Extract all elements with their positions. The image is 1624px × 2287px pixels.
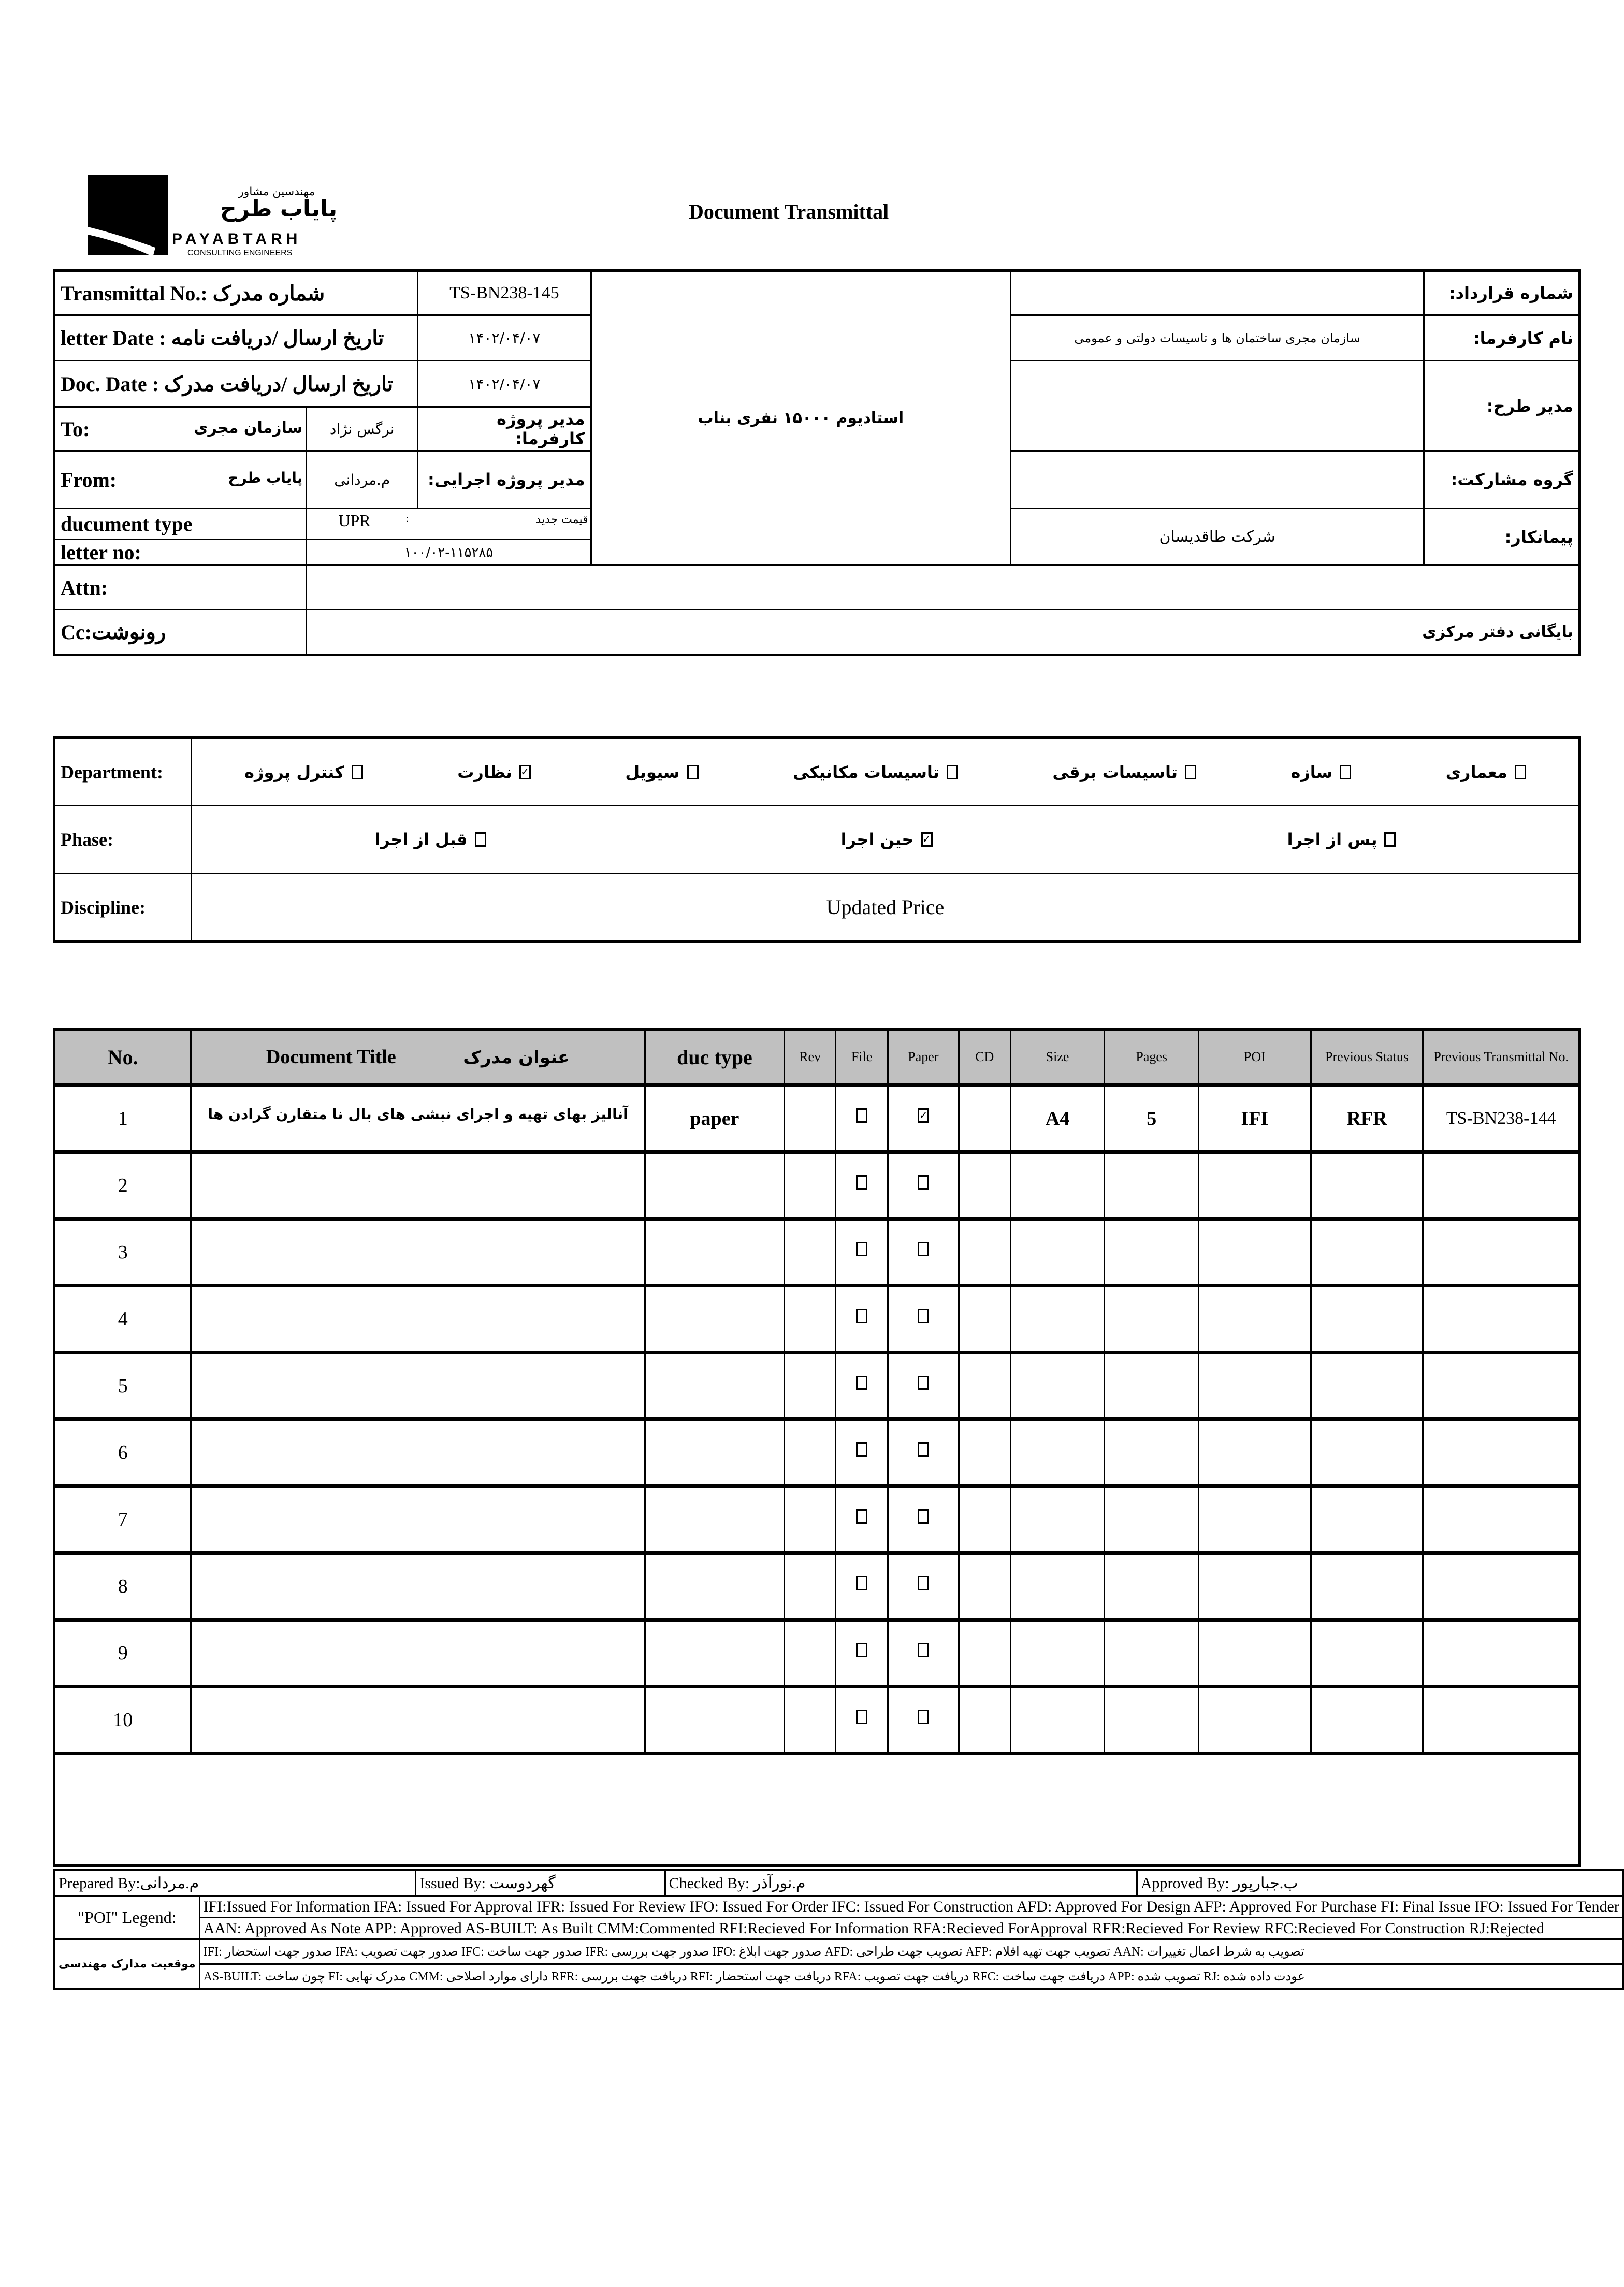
attn-label: Attn: <box>54 566 307 610</box>
cell-prev-status <box>1311 1219 1423 1286</box>
approved-by: Approved By: ب.جبارپور <box>1137 1870 1623 1896</box>
cell-file <box>836 1553 888 1620</box>
cell-pages <box>1105 1286 1199 1353</box>
exec-pm-label: مدیر پروژه اجرایی: <box>418 451 591 509</box>
client-label: نام کارفرما: <box>1424 315 1580 361</box>
logo-name-fa: پایاب طرح <box>220 196 338 222</box>
cell-prev-transmittal <box>1423 1152 1580 1219</box>
cell-prev-transmittal <box>1423 1486 1580 1553</box>
paper-checkbox[interactable]: ✓ <box>918 1108 929 1123</box>
contractor-label: پیمانکار: <box>1424 509 1580 566</box>
cell-rev <box>785 1486 836 1553</box>
cell-rev <box>785 1620 836 1687</box>
col-file: File <box>836 1030 888 1085</box>
classification-table <box>53 736 1581 943</box>
table-row <box>54 1152 1580 1219</box>
cell-cd <box>959 1687 1010 1754</box>
partnership-value <box>1010 451 1424 509</box>
cell-prev-status <box>1311 1620 1423 1687</box>
paper-checkbox[interactable] <box>918 1442 929 1457</box>
file-checkbox[interactable] <box>856 1242 867 1256</box>
department-checkbox[interactable] <box>947 765 958 779</box>
cell-title <box>191 1353 645 1420</box>
from-label: From: <box>61 468 117 491</box>
cell-poi <box>1199 1219 1311 1286</box>
cell-poi <box>1199 1486 1311 1553</box>
phase-checkbox[interactable] <box>475 832 486 847</box>
phase-option[interactable] <box>374 830 486 849</box>
cell-cd <box>959 1219 1010 1286</box>
letter-date-value: ۱۴۰۲/۰۴/۰۷ <box>418 315 591 361</box>
cell-pages <box>1105 1620 1199 1687</box>
department-label: Department: <box>54 738 192 806</box>
doc-date-value: ۱۴۰۲/۰۴/۰۷ <box>418 361 591 407</box>
cell-paper <box>888 1353 959 1420</box>
cell-no: 3 <box>54 1219 191 1286</box>
table-row <box>54 1553 1580 1620</box>
paper-checkbox[interactable] <box>918 1576 929 1590</box>
cell-size <box>1010 1353 1105 1420</box>
cell-poi <box>1199 1152 1311 1219</box>
cell-paper <box>888 1620 959 1687</box>
paper-checkbox[interactable] <box>918 1242 929 1256</box>
cell-size: A4 <box>1010 1085 1105 1152</box>
cell-duc-type <box>645 1687 785 1754</box>
cell-title <box>191 1219 645 1286</box>
status-legend-line2: AS-BUILT: چون ساخت FI: مدرک نهایی CMM: دارای موارد اصلاحی RFR: دریافت جهت بررسی RFI: دریافت جهت استحضار RFA: دریافت جهت تصویب RFC: دریافت جهت ساخت APP: تصویب شده RJ: عودت داده شده <box>199 1964 1623 1989</box>
department-option[interactable] <box>1052 762 1196 782</box>
cell-paper <box>888 1152 959 1219</box>
phase-options <box>191 806 1579 874</box>
cell-file <box>836 1353 888 1420</box>
prepared-by: Prepared By:م.مردانی <box>54 1870 416 1896</box>
cell-no: 2 <box>54 1152 191 1219</box>
cell-no: 7 <box>54 1486 191 1553</box>
logo-swoosh-icon <box>88 175 168 255</box>
department-checkbox[interactable] <box>352 765 363 779</box>
cell-pages <box>1105 1353 1199 1420</box>
logo-name-en: PAYABTARH <box>172 230 302 248</box>
cell-prev-status <box>1311 1553 1423 1620</box>
cell-pages <box>1105 1420 1199 1486</box>
cell-paper <box>888 1219 959 1286</box>
cell-file <box>836 1286 888 1353</box>
cell-cd <box>959 1420 1010 1486</box>
cell-title: آنالیز بهای تهیه و اجرای نبشی های بال نا متقارن گرادن ها <box>191 1085 645 1152</box>
status-legend-label: موقعیت مدارک مهندسی <box>54 1939 200 1989</box>
paper-checkbox[interactable] <box>918 1509 929 1524</box>
col-prev-status: Previous Status <box>1311 1030 1423 1085</box>
department-checkbox[interactable] <box>1515 765 1526 779</box>
file-checkbox[interactable] <box>856 1309 867 1323</box>
department-option-label: کنترل پروژه <box>244 762 344 782</box>
cell-paper <box>888 1286 959 1353</box>
to-value: سازمان مجری <box>194 419 303 437</box>
cell-rev <box>785 1286 836 1353</box>
cell-file <box>836 1085 888 1152</box>
department-option[interactable] <box>244 762 363 782</box>
cell-title <box>191 1486 645 1553</box>
department-option-label: سیویل <box>625 762 680 782</box>
col-title-fa: عنوان مدرک <box>463 1047 570 1068</box>
phase-option[interactable] <box>841 830 933 849</box>
cell-poi <box>1199 1420 1311 1486</box>
poi-legend-label: "POI" Legend: <box>54 1896 200 1939</box>
file-checkbox[interactable] <box>856 1376 867 1390</box>
cell-file <box>836 1219 888 1286</box>
letter-no-value: ۱۰۰/۰۲-۱۱۵۲۸۵ <box>307 540 591 566</box>
table-row <box>54 1286 1580 1353</box>
department-checkbox[interactable]: ✓ <box>519 765 531 779</box>
cell-file <box>836 1687 888 1754</box>
cell-duc-type <box>645 1620 785 1687</box>
cell-prev-transmittal <box>1423 1353 1580 1420</box>
cell-cd <box>959 1353 1010 1420</box>
cell-rev <box>785 1085 836 1152</box>
cell-prev-status <box>1311 1353 1423 1420</box>
department-option-label: معماری <box>1445 762 1507 782</box>
cell-rev <box>785 1420 836 1486</box>
doc-type-separator: : <box>405 513 409 525</box>
cell-cd <box>959 1553 1010 1620</box>
cell-prev-transmittal: TS-BN238-144 <box>1423 1085 1580 1152</box>
poi-legend-line1: IFI:Issued For Information IFA: Issued For Approval IFR: Issued For Review IFO: Issued For Order IFC: Issued For Construction AFD: Approved For Design AFP: Approved For Purchase FI: Final Issue IFO: Issued For Tender <box>199 1896 1623 1918</box>
file-checkbox[interactable] <box>856 1576 867 1590</box>
cell-prev-transmittal <box>1423 1420 1580 1486</box>
col-cd: CD <box>959 1030 1010 1085</box>
col-prev-transmittal: Previous Transmittal No. <box>1423 1030 1580 1085</box>
cell-size <box>1010 1286 1105 1353</box>
cell-size <box>1010 1486 1105 1553</box>
documents-table <box>53 1028 1581 1867</box>
phase-checkbox[interactable] <box>1384 832 1396 847</box>
col-duc-type: duc type <box>645 1030 785 1085</box>
cell-duc-type <box>645 1420 785 1486</box>
page-title: Document Transmittal <box>689 200 889 223</box>
cell-no: 6 <box>54 1420 191 1486</box>
remarks-area <box>54 1754 1580 1866</box>
cell-prev-transmittal <box>1423 1553 1580 1620</box>
col-pages: Pages <box>1105 1030 1199 1085</box>
file-checkbox[interactable] <box>856 1442 867 1457</box>
cell-title <box>191 1152 645 1219</box>
cell-prev-transmittal <box>1423 1687 1580 1754</box>
cell-pages: 5 <box>1105 1085 1199 1152</box>
contract-no-value <box>1010 271 1424 315</box>
cell-no: 4 <box>54 1286 191 1353</box>
table-row <box>54 1085 1580 1152</box>
from-cell <box>54 451 307 509</box>
department-option[interactable] <box>793 762 958 782</box>
header-info-table <box>53 269 1581 656</box>
to-label: To: <box>61 417 90 441</box>
doc-type-label: ducument type <box>54 509 307 540</box>
cell-size <box>1010 1219 1105 1286</box>
attn-value <box>307 566 1580 610</box>
cell-size <box>1010 1620 1105 1687</box>
project-name: استادیوم ۱۵۰۰۰ نفری بناب <box>591 271 1010 566</box>
cell-file <box>836 1152 888 1219</box>
letter-date-label: letter Date : تاریخ ارسال /دریافت نامه <box>54 315 418 361</box>
cell-poi: IFI <box>1199 1085 1311 1152</box>
cell-file <box>836 1620 888 1687</box>
col-poi: POI <box>1199 1030 1311 1085</box>
cell-size <box>1010 1687 1105 1754</box>
paper-checkbox[interactable] <box>918 1376 929 1390</box>
cell-file <box>836 1486 888 1553</box>
cell-poi <box>1199 1286 1311 1353</box>
department-checkbox[interactable] <box>687 765 699 779</box>
cell-prev-status <box>1311 1420 1423 1486</box>
department-option[interactable] <box>457 762 531 782</box>
doc-date-label: Doc. Date : تاریخ ارسال /دریافت مدرک <box>54 361 418 407</box>
file-checkbox[interactable] <box>856 1509 867 1524</box>
file-checkbox[interactable] <box>856 1175 867 1190</box>
table-row <box>54 1219 1580 1286</box>
file-checkbox[interactable] <box>856 1710 867 1724</box>
transmittal-no-label: Transmittal No.: شماره مدرک <box>54 271 418 315</box>
phase-option-label: قبل از اجرا <box>374 830 468 849</box>
department-option-label: نظارت <box>457 762 512 782</box>
cell-poi <box>1199 1620 1311 1687</box>
cell-size <box>1010 1420 1105 1486</box>
project-manager-label: مدیر طرح: <box>1424 361 1580 451</box>
cell-title <box>191 1620 645 1687</box>
cell-prev-status <box>1311 1286 1423 1353</box>
cell-cd <box>959 1085 1010 1152</box>
cell-poi <box>1199 1553 1311 1620</box>
cell-no: 9 <box>54 1620 191 1687</box>
cell-title <box>191 1553 645 1620</box>
logo-subtitle-en: CONSULTING ENGINEERS <box>187 249 293 257</box>
to-cell <box>54 407 307 451</box>
col-title <box>191 1030 645 1085</box>
cell-pages <box>1105 1486 1199 1553</box>
project-manager-value <box>1010 361 1424 451</box>
paper-checkbox[interactable] <box>918 1175 929 1190</box>
phase-option[interactable] <box>1287 830 1396 849</box>
cell-duc-type <box>645 1553 785 1620</box>
phase-option-label: حین اجرا <box>840 830 914 849</box>
cell-prev-status: RFR <box>1311 1085 1423 1152</box>
poi-legend-line2: AAN: Approved As Note APP: Approved AS-BUILT: As Built CMM:Commented RFI:Recieved For Information RFA:Recieved ForApproval RFR:Recieved For Review RFC:Recieved For Construction RJ:Rejected <box>199 1918 1623 1939</box>
paper-checkbox[interactable] <box>918 1710 929 1724</box>
phase-option-label: پس از اجرا <box>1287 830 1378 849</box>
department-option-label: تاسیسات مکانیکی <box>793 762 939 782</box>
cell-title <box>191 1286 645 1353</box>
cell-pages <box>1105 1553 1199 1620</box>
table-row <box>54 1420 1580 1486</box>
doc-type-cell <box>307 509 591 540</box>
cell-duc-type <box>645 1486 785 1553</box>
cell-cd <box>959 1620 1010 1687</box>
cell-title <box>191 1420 645 1486</box>
cell-title <box>191 1687 645 1754</box>
cell-cd <box>959 1486 1010 1553</box>
phase-checkbox[interactable]: ✓ <box>921 832 933 847</box>
table-row <box>54 1620 1580 1687</box>
contractor-value: شرکت طاقدیسان <box>1010 509 1424 566</box>
discipline-label: Discipline: <box>54 874 192 942</box>
cell-cd <box>959 1286 1010 1353</box>
table-row <box>54 1353 1580 1420</box>
checked-by: Checked By: م.نورآذر <box>665 1870 1137 1896</box>
cc-label: Cc:رونوشت <box>54 610 307 655</box>
cell-no: 5 <box>54 1353 191 1420</box>
col-no: No. <box>54 1030 191 1085</box>
cell-size <box>1010 1152 1105 1219</box>
col-title-en: Document Title <box>266 1046 396 1068</box>
doc-type-fa: قیمت جدید <box>535 513 588 526</box>
paper-checkbox[interactable] <box>918 1643 929 1657</box>
department-checkbox[interactable] <box>1340 765 1351 779</box>
cell-duc-type <box>645 1219 785 1286</box>
cell-rev <box>785 1553 836 1620</box>
cell-prev-transmittal <box>1423 1286 1580 1353</box>
cc-value: بایگانی دفتر مرکزی <box>307 610 1580 655</box>
cell-no: 10 <box>54 1687 191 1754</box>
client-pm-name: نرگس نژاد <box>307 407 418 451</box>
col-paper: Paper <box>888 1030 959 1085</box>
col-size: Size <box>1010 1030 1105 1085</box>
client-pm-label: مدیر پروژه کارفرما: <box>418 407 591 451</box>
cell-paper <box>888 1553 959 1620</box>
company-logo <box>88 175 168 255</box>
logo-subtitle-fa: مهندسین مشاور <box>238 185 315 198</box>
paper-checkbox[interactable] <box>918 1309 929 1323</box>
cell-rev <box>785 1687 836 1754</box>
department-checkbox[interactable] <box>1185 765 1196 779</box>
issued-by: Issued By: گهردوست <box>416 1870 665 1896</box>
cell-paper <box>888 1687 959 1754</box>
cell-no: 1 <box>54 1085 191 1152</box>
cell-poi <box>1199 1353 1311 1420</box>
file-checkbox[interactable] <box>856 1108 867 1123</box>
col-rev: Rev <box>785 1030 836 1085</box>
doc-type-code: UPR <box>338 511 371 530</box>
file-checkbox[interactable] <box>856 1643 867 1657</box>
cell-prev-status <box>1311 1152 1423 1219</box>
discipline-value: Updated Price <box>191 874 1579 942</box>
cell-rev <box>785 1152 836 1219</box>
department-option[interactable] <box>1446 762 1526 782</box>
department-option-label: سازه <box>1291 762 1333 782</box>
cell-prev-status <box>1311 1486 1423 1553</box>
cell-paper <box>888 1420 959 1486</box>
letter-no-label: letter no: <box>54 540 307 566</box>
cell-pages <box>1105 1219 1199 1286</box>
cell-cd <box>959 1152 1010 1219</box>
department-option[interactable] <box>625 762 698 782</box>
cell-prev-status <box>1311 1687 1423 1754</box>
footer-table <box>53 1869 1624 1990</box>
department-options <box>191 738 1579 806</box>
cell-pages <box>1105 1687 1199 1754</box>
cell-file <box>836 1420 888 1486</box>
cell-duc-type <box>645 1152 785 1219</box>
department-option[interactable] <box>1291 762 1351 782</box>
client-value: سازمان مجری ساختمان ها و تاسیسات دولتی و عمومی <box>1010 315 1424 361</box>
cell-size <box>1010 1553 1105 1620</box>
cell-prev-transmittal <box>1423 1620 1580 1687</box>
cell-duc-type <box>645 1353 785 1420</box>
exec-pm-name: م.مردانی <box>307 451 418 509</box>
partnership-label: گروه مشارکت: <box>1424 451 1580 509</box>
cell-no: 8 <box>54 1553 191 1620</box>
cell-duc-type: paper <box>645 1085 785 1152</box>
cell-rev <box>785 1353 836 1420</box>
department-option-label: تاسیسات برقی <box>1052 762 1178 782</box>
cell-poi <box>1199 1687 1311 1754</box>
cell-prev-transmittal <box>1423 1219 1580 1286</box>
cell-paper <box>888 1486 959 1553</box>
table-row <box>54 1687 1580 1754</box>
cell-paper <box>888 1085 959 1152</box>
contract-no-label: شماره قرارداد: <box>1424 271 1580 315</box>
transmittal-no-value: TS-BN238-145 <box>418 271 591 315</box>
cell-pages <box>1105 1152 1199 1219</box>
table-row <box>54 1486 1580 1553</box>
phase-label: Phase: <box>54 806 192 874</box>
cell-rev <box>785 1219 836 1286</box>
cell-duc-type <box>645 1286 785 1353</box>
status-legend-line1: IFI: صدور جهت استحضار IFA: صدور جهت تصویب IFC: صدور جهت ساخت IFR: صدور جهت بررسی IFO: صدور جهت ابلاغ AFD: تصویب جهت طراحی AFP: تصویب جهت تهیه اقلام AAN: تصویب به شرط اعمال تغییرات <box>199 1939 1623 1964</box>
from-value: پایاب طرح <box>228 469 303 486</box>
